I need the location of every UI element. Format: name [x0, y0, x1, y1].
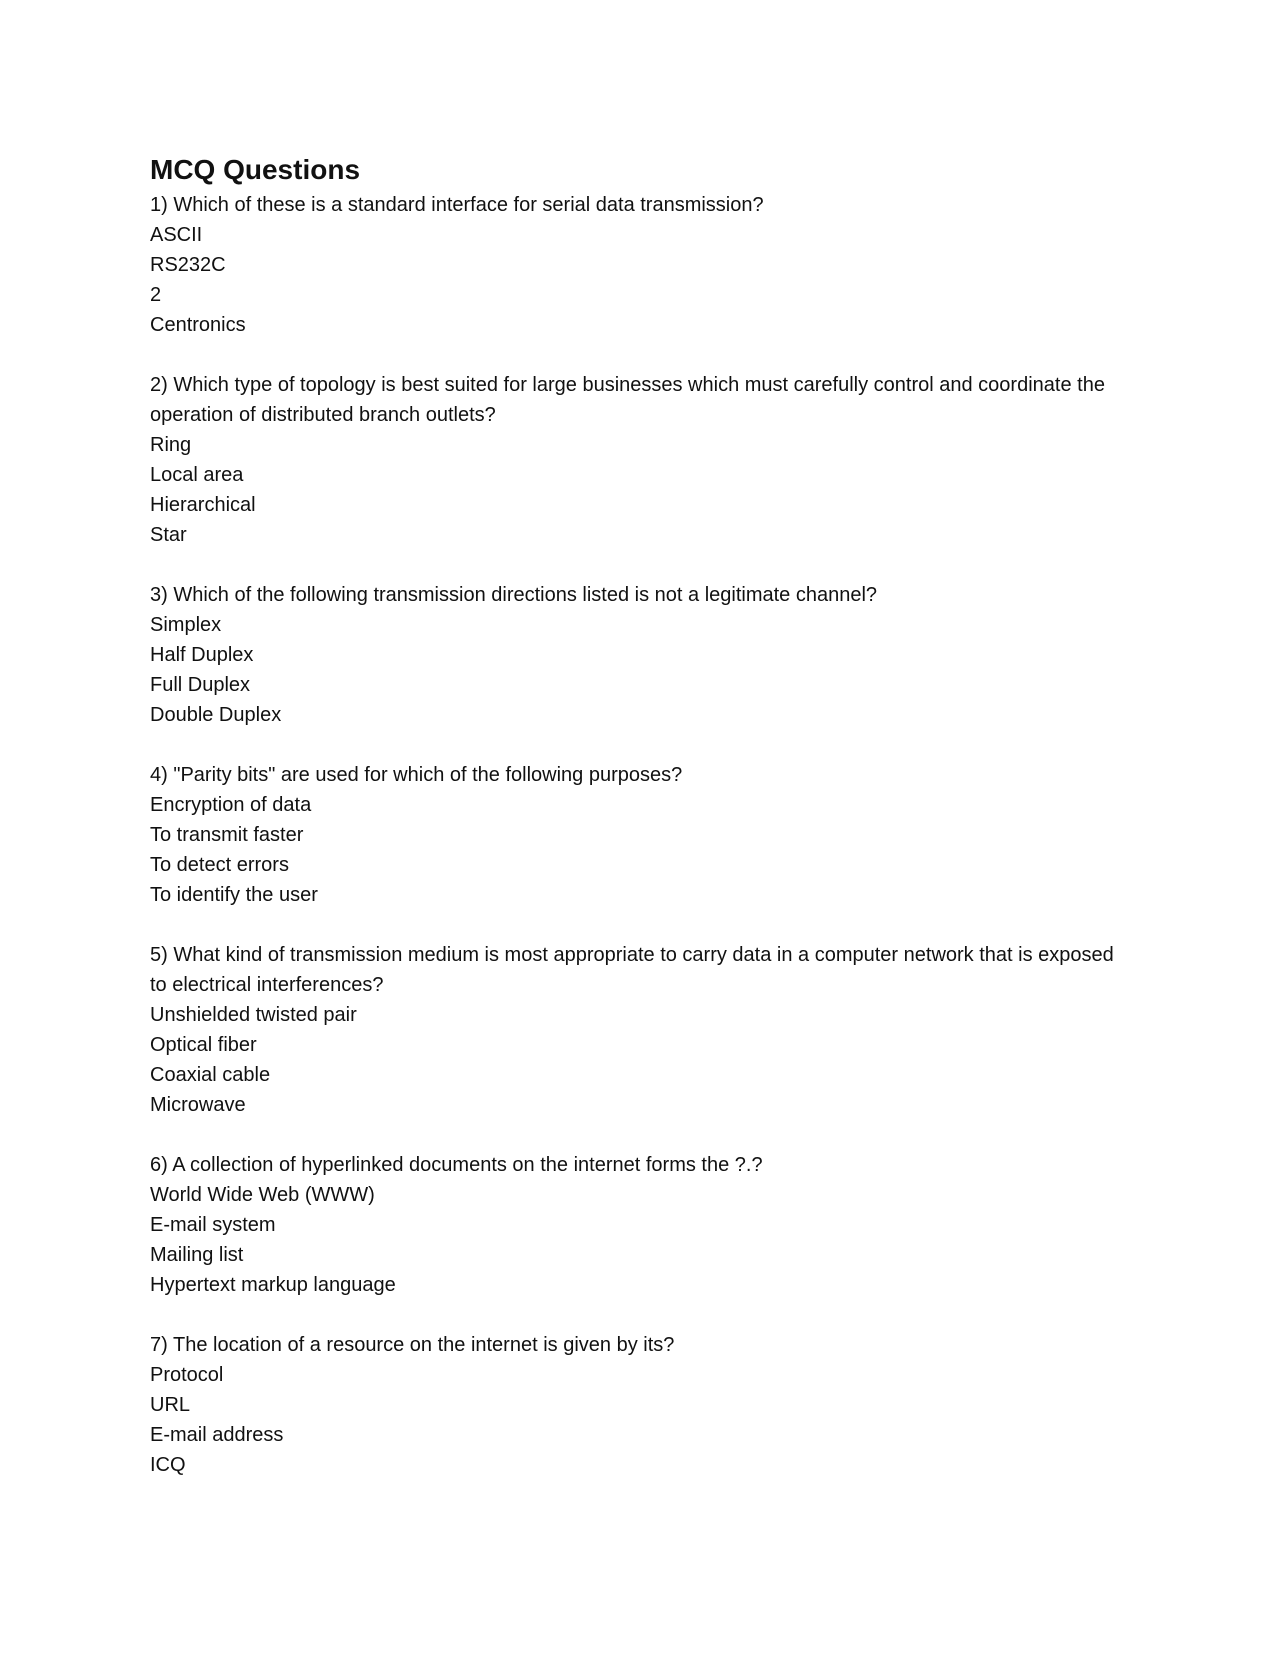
option-c: Hierarchical — [150, 494, 256, 516]
option-a: World Wide Web (WWW) — [150, 1184, 375, 1206]
question-text: 6) A collection of hyperlinked documents on the internet forms the ?.? — [150, 1154, 763, 1176]
option-d: Star — [150, 524, 187, 546]
option-c: 2 — [150, 284, 162, 306]
option-c: To detect errors — [150, 854, 289, 876]
question-2 — [150, 370, 1130, 550]
question-text: 1) Which of these is a standard interface for serial data transmission? — [150, 194, 764, 216]
option-c: Coaxial cable — [150, 1064, 271, 1086]
option-d: To identify the user — [150, 884, 318, 906]
question-text: 4) "Parity bits" are used for which of the following purposes? — [150, 764, 683, 786]
option-a: Encryption of data — [150, 794, 312, 816]
question-3 — [150, 580, 1130, 730]
option-d: Centronics — [150, 314, 246, 336]
option-b: Optical fiber — [150, 1034, 257, 1056]
question-text: 5) What kind of transmission medium is most appropriate to carry data in a computer network that is exposed to electrical interferences? — [150, 944, 1114, 996]
option-a: Ring — [150, 434, 192, 456]
option-c: E-mail address — [150, 1424, 284, 1446]
option-a: Protocol — [150, 1364, 224, 1386]
option-c: Full Duplex — [150, 674, 251, 696]
option-d: Microwave — [150, 1094, 246, 1116]
page-title: MCQ Questions — [150, 154, 361, 185]
option-d: Hypertext markup language — [150, 1274, 396, 1296]
option-b: E-mail system — [150, 1214, 276, 1236]
question-4 — [150, 760, 1130, 910]
option-b: Half Duplex — [150, 644, 254, 666]
question-5 — [150, 940, 1130, 1120]
option-b: URL — [150, 1394, 191, 1416]
document-page — [150, 150, 1130, 1510]
option-b: Local area — [150, 464, 244, 486]
option-b: To transmit faster — [150, 824, 304, 846]
option-a: ASCII — [150, 224, 203, 246]
option-a: Simplex — [150, 614, 222, 636]
question-7 — [150, 1330, 1130, 1480]
option-a: Unshielded twisted pair — [150, 1004, 357, 1026]
option-d: Double Duplex — [150, 704, 282, 726]
question-text: 3) Which of the following transmission directions listed is not a legitimate channel? — [150, 584, 878, 606]
option-c: Mailing list — [150, 1244, 244, 1266]
question-text: 2) Which type of topology is best suited for large businesses which must carefully control and coordinate the operation of distributed branch outlets? — [150, 374, 1105, 426]
option-b: RS232C — [150, 254, 226, 276]
option-d: ICQ — [150, 1454, 186, 1476]
question-6 — [150, 1150, 1130, 1300]
question-text: 7) The location of a resource on the internet is given by its? — [150, 1334, 675, 1356]
question-1 — [150, 190, 1130, 340]
